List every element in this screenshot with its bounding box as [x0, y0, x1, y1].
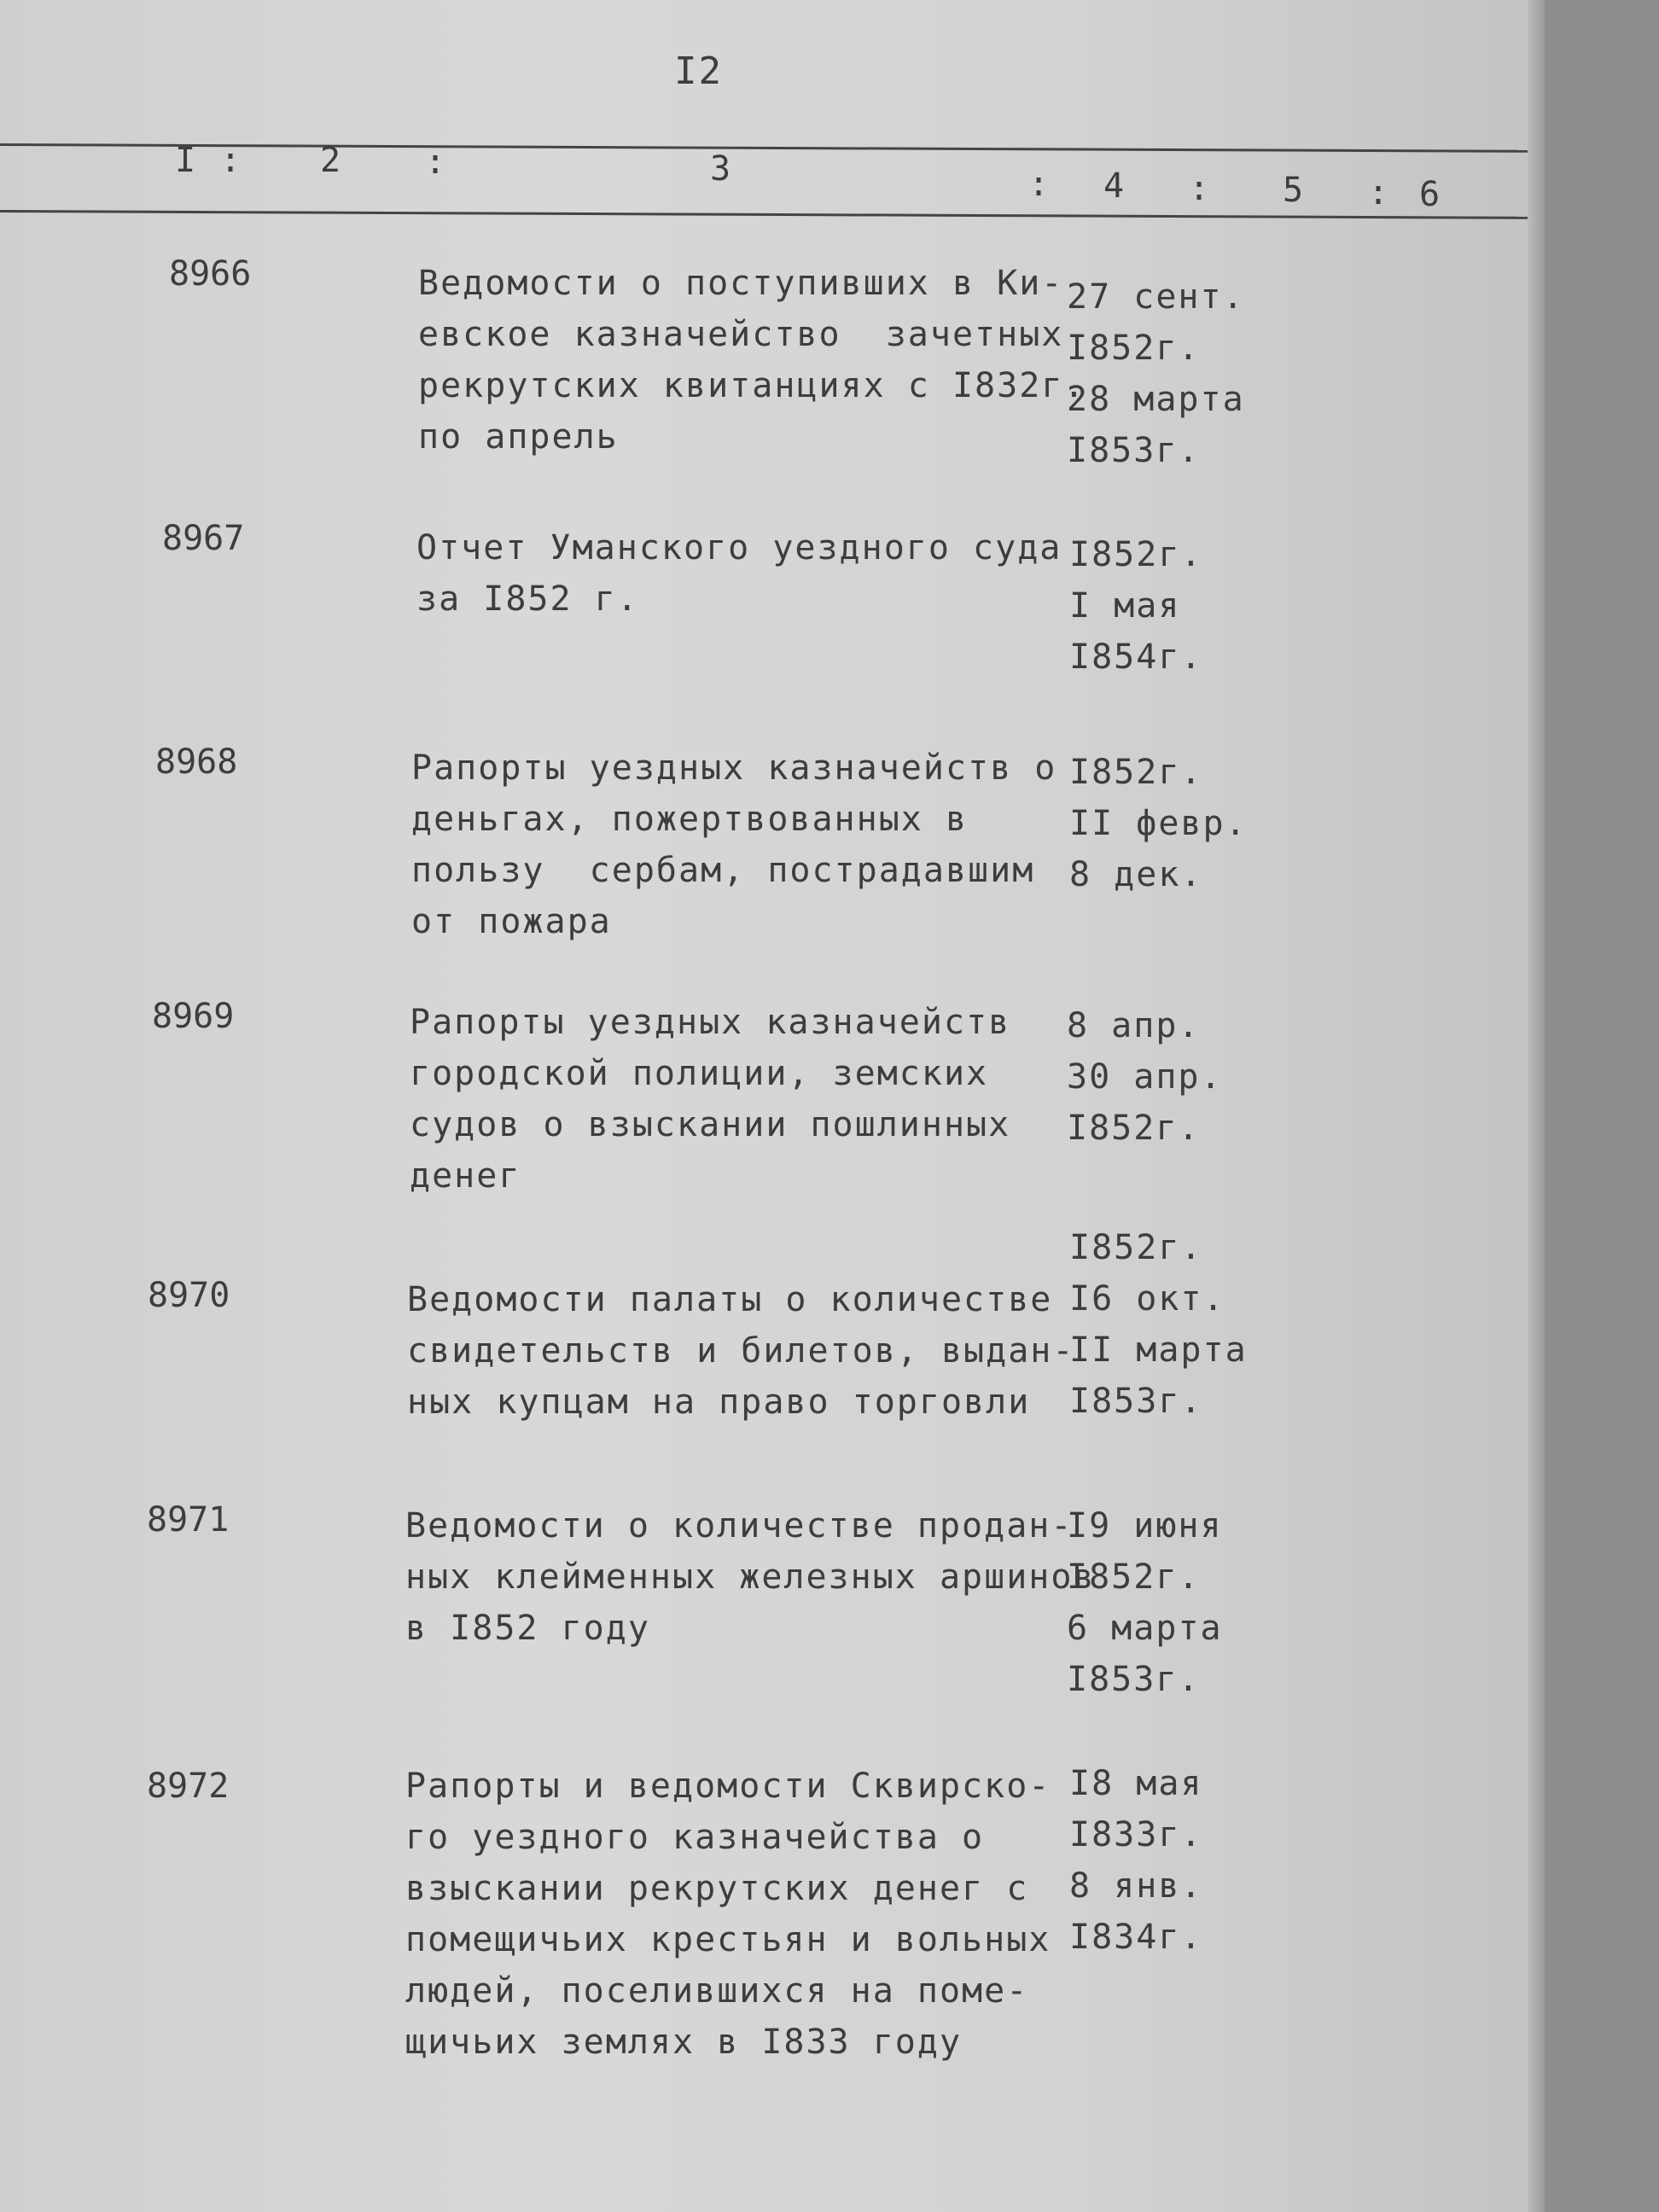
sheet-edge — [1528, 0, 1545, 2212]
column-header-3: 3 — [710, 149, 733, 189]
entry-description: Рапорты уездных казначейств городской полиции, земских судов о взыскании пошлинных денег — [410, 1003, 1011, 1196]
column-separator: : — [425, 143, 448, 182]
column-separator: : — [1189, 169, 1212, 208]
column-header-5: 5 — [1283, 171, 1306, 210]
entry-description: Рапорты уездных казначейств о деньгах, пожертвованных в пользу сербам, пострадавшим от пожара — [411, 748, 1057, 941]
entry-number: 8967 — [162, 519, 245, 558]
entry-description: Отчет Уманского уездного суда за I852 г. — [416, 528, 1062, 619]
column-header-4: 4 — [1103, 166, 1126, 206]
entry-description: Ведомости о поступивших в Ки- евское казначейство зачетных рекрутских квитанциях с I832г. по апрель — [418, 264, 1086, 457]
entry-description: Рапорты и ведомости Сквирско- го уездного казначейства о взыскании рекрутских денег с помещичьих крестьян и вольных людей, поселившихся на поме- щичьих землях в I833 году — [405, 1767, 1051, 2062]
entry-number: 8969 — [152, 997, 235, 1036]
entry-dates: I8 мая I833г. 8 янв. I834г. — [1069, 1764, 1203, 1957]
entry-dates: I852г. II февр. 8 дек. — [1069, 753, 1248, 894]
entry-dates: 8 апр. 30 апр. I852г. — [1067, 1006, 1223, 1148]
entry-number: 8970 — [148, 1276, 230, 1315]
column-header-6: 6 — [1419, 175, 1442, 214]
entry-number: 8972 — [147, 1767, 230, 1806]
entry-dates: I852г. I мая I854г. — [1069, 535, 1203, 677]
entry-dates: I852г. I6 окт. II марта I853г. — [1069, 1228, 1248, 1421]
column-header-2: 2 — [320, 141, 343, 180]
entry-number: 8966 — [169, 254, 252, 294]
column-separator: : — [1028, 165, 1051, 204]
entry-dates: 27 сент. I852г. 28 марта I853г. — [1067, 277, 1245, 470]
entry-number: 8971 — [147, 1500, 230, 1540]
column-separator: : — [1368, 173, 1391, 212]
entry-description: Ведомости палаты о количестве свидетельств и билетов, выдан- ных купцам на право торговли — [407, 1280, 1075, 1422]
entry-number: 8968 — [155, 742, 238, 782]
column-separator: : — [220, 141, 243, 180]
entry-dates: I9 июня I852г. 6 марта I853г. — [1067, 1506, 1223, 1699]
page-number: I2 — [674, 49, 723, 93]
entry-description: Ведомости о количестве продан- ных клейменных железных аршинов в I852 году — [405, 1506, 1096, 1648]
column-header-1: I — [175, 141, 198, 180]
